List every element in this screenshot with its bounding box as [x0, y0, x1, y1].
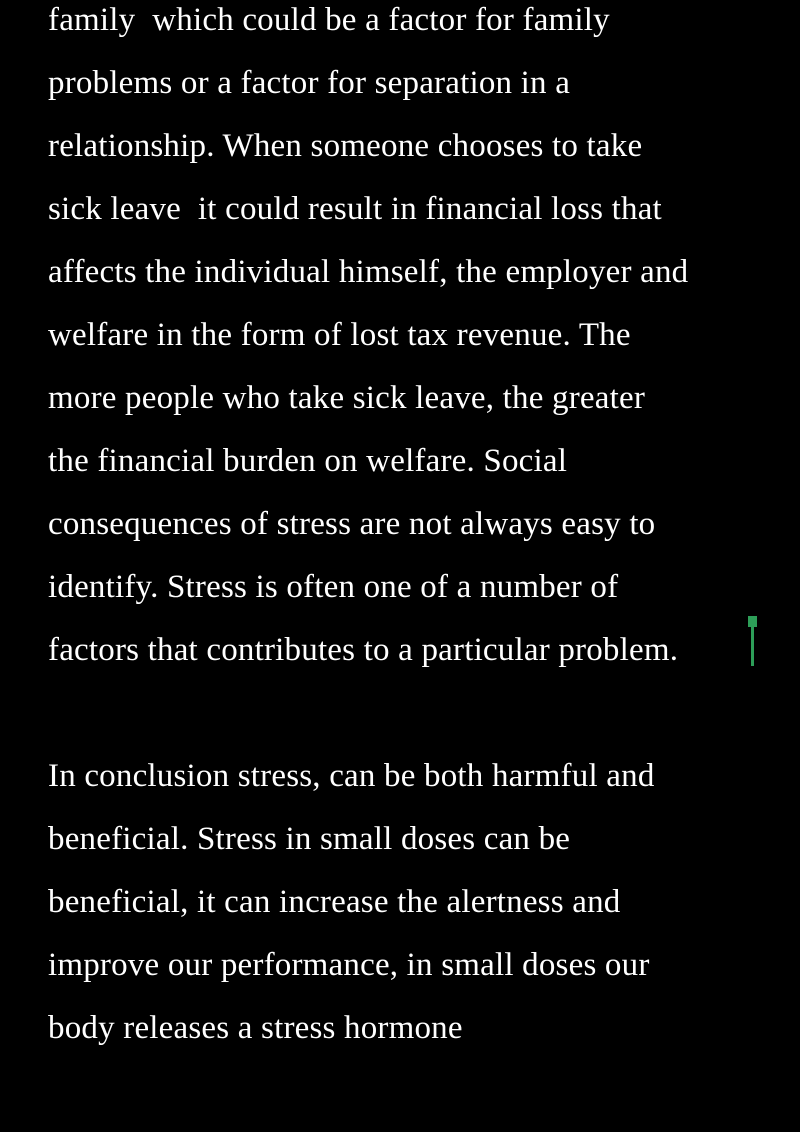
- text-line: welfare in the form of lost tax revenue. The: [48, 317, 631, 353]
- paragraph: [48, 0, 788, 682]
- caret-stem: [751, 627, 754, 666]
- caret-handle-icon[interactable]: [748, 616, 757, 627]
- text-caret[interactable]: [748, 616, 758, 666]
- text-line: factors that contributes to a particular problem.: [48, 632, 679, 668]
- text-line: improve our performance, in small doses our: [48, 947, 650, 983]
- text-line: the financial burden on welfare. Social: [48, 443, 568, 479]
- text-line: body releases a stress hormone: [48, 1010, 463, 1046]
- paragraph: [48, 745, 788, 1060]
- text-line: beneficial, it can increase the alertness and: [48, 884, 621, 920]
- text-line: problems or a factor for separation in a: [48, 65, 571, 101]
- text-line: identify. Stress is often one of a number of: [48, 569, 619, 605]
- text-line: family which could be a factor for family: [48, 2, 610, 38]
- text-line: affects the individual himself, the employer and: [48, 254, 689, 290]
- text-line: more people who take sick leave, the greater: [48, 380, 646, 416]
- document-text-area[interactable]: [48, 0, 788, 1060]
- text-line: relationship. When someone chooses to take: [48, 128, 643, 164]
- text-line: beneficial. Stress in small doses can be: [48, 821, 571, 857]
- text-line: In conclusion stress, can be both harmful and: [48, 758, 655, 794]
- text-line: consequences of stress are not always easy to: [48, 506, 656, 542]
- text-line: sick leave it could result in financial loss that: [48, 191, 662, 227]
